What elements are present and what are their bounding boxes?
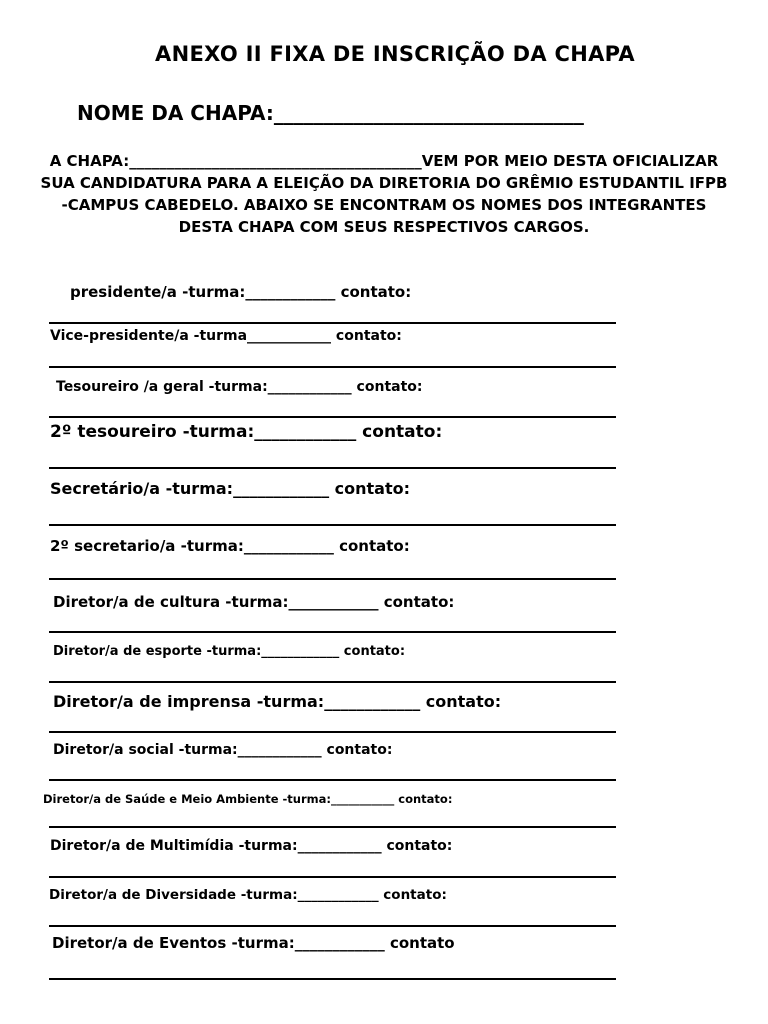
signature-line (49, 524, 616, 526)
role-tesoureiro-geral: Tesoureiro /a geral -turma:____________ contato: (56, 379, 423, 395)
role-diretor-diversidade: Diretor/a de Diversidade -turma:____________ contato: (49, 887, 447, 903)
role-diretor-imprensa: Diretor/a de imprensa -turma:____________ contato: (53, 692, 502, 711)
role-diretor-multimidia: Diretor/a de Multimídia -turma:____________ contato: (50, 838, 453, 854)
role-segundo-secretario: 2º secretario/a -turma:____________ contato: (50, 537, 410, 555)
role-diretor-cultura: Diretor/a de cultura -turma:____________ contato: (53, 593, 455, 611)
intro-paragraph: A CHAPA:_______________________________________VEM POR MEIO DESTA OFICIALIZAR SUA CANDIDATURA PARA A ELEIÇÃO DA DIRETORIA DO GRÊMIO ESTUDANTIL IFPB -CAMPUS CABEDELO. ABAIXO SE ENCONTRAM OS NOMES DOS INTEGRANTES DESTA CHAPA COM SEUS RESPECTIVOS CARGOS. (40, 152, 728, 236)
role-diretor-saude-meio-ambiente: Diretor/a de Saúde e Meio Ambiente -turma:___________ contato: (43, 792, 453, 806)
role-secretario: Secretário/a -turma:____________ contato: (50, 479, 410, 498)
signature-line (49, 925, 616, 927)
signature-line (49, 416, 616, 418)
signature-line (49, 681, 616, 683)
chapa-name-field: NOME DA CHAPA:_______________________________ (77, 101, 584, 125)
signature-line (49, 467, 616, 469)
signature-line (49, 578, 616, 580)
signature-line (49, 779, 616, 781)
signature-line (49, 631, 616, 633)
role-presidente: presidente/a -turma:____________ contato: (70, 283, 412, 301)
role-segundo-tesoureiro: 2º tesoureiro -turma:____________ contato: (50, 422, 443, 442)
signature-line (49, 366, 616, 368)
signature-line (49, 978, 616, 980)
signature-line (49, 826, 616, 828)
role-diretor-eventos: Diretor/a de Eventos -turma:____________ contato (52, 934, 455, 952)
signature-line (49, 876, 616, 878)
role-diretor-esporte: Diretor/a de esporte -turma:____________ contato: (53, 644, 406, 659)
page-title: ANEXO II FIXA DE INSCRIÇÃO DA CHAPA (155, 42, 635, 66)
signature-line (49, 322, 616, 324)
signature-line (49, 731, 616, 733)
role-diretor-social: Diretor/a social -turma:____________ contato: (53, 742, 393, 758)
role-vice-presidente: Vice-presidente/a -turma____________ contato: (50, 328, 402, 344)
